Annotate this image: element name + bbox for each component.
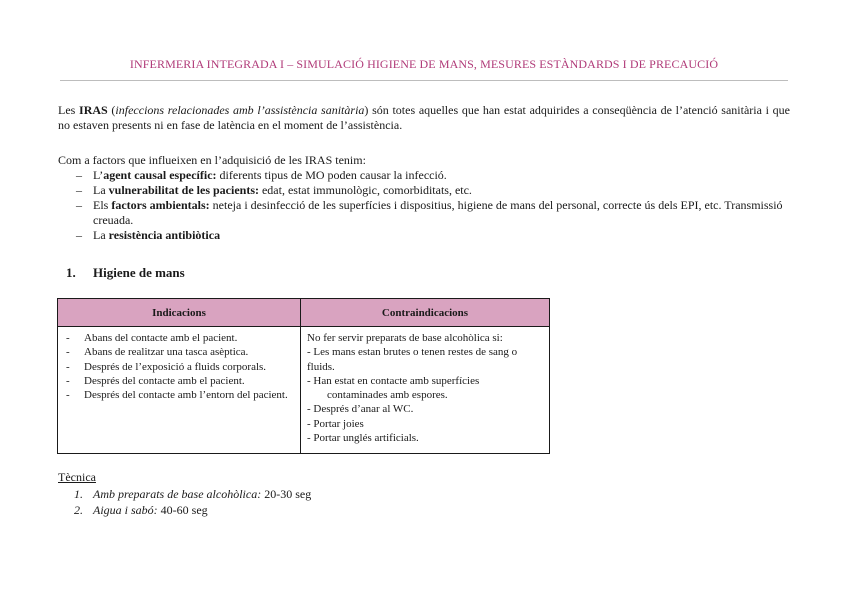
list-item xyxy=(58,502,311,518)
item-term: vulnerabilitat de les pacients: xyxy=(108,183,259,197)
intro-text: ) són totes aquelles que han estat adquirides a conseqüència de l’atenció sanitària i que no estaven presents ni en fase de latència en el moment de l’assistència. xyxy=(58,103,790,132)
contra-item-continuation: contaminades amb espores. xyxy=(327,389,448,402)
contra-item: - Després d’anar al WC. xyxy=(307,403,414,416)
item-prefix: La xyxy=(93,183,109,197)
item-prefix: L’ xyxy=(93,168,104,182)
section-number: 1. xyxy=(66,265,76,280)
list-item xyxy=(58,168,790,183)
column-header-indications: Indicacions xyxy=(58,299,301,327)
list-item: - Després del contacte amb l’entorn del pacient. xyxy=(64,388,294,402)
indications-table xyxy=(57,298,550,454)
tecnica-heading: Tècnica xyxy=(58,470,96,484)
contra-item: - Portar unglés artificials. xyxy=(307,432,419,445)
indications-list xyxy=(64,331,294,402)
item-prefix: Els xyxy=(93,198,112,212)
indications-cell xyxy=(58,327,301,454)
factors-lead: Com a factors que influeixen en l’adquisició de les IRAS tenim: xyxy=(58,153,366,167)
item-prefix: La xyxy=(93,228,109,242)
column-header-contraindications: Contraindicacions xyxy=(301,299,550,327)
intro-text: ( xyxy=(107,103,116,117)
contra-item: - Les mans estan brutes o tenen restes de sang o fluids. xyxy=(307,346,518,373)
intro-text: Les xyxy=(58,103,80,117)
contra-item: - Portar joies xyxy=(307,417,364,430)
list-item xyxy=(58,198,790,228)
item-label: Aigua i sabó: xyxy=(93,503,158,517)
factors-list xyxy=(58,168,790,243)
section-heading xyxy=(66,265,185,281)
contra-lead: No fer servir preparats de base alcohòlica si: xyxy=(307,332,503,344)
item-label: Amb preparats de base alcohòlica: xyxy=(93,487,262,501)
item-value: 40-60 seg xyxy=(157,503,208,517)
item-term: agent causal específic: xyxy=(103,168,217,182)
tecnica-list xyxy=(58,486,311,518)
list-item: - Abans del contacte amb el pacient. xyxy=(64,331,294,345)
iras-term: IRAS xyxy=(79,103,108,117)
item-term: resistència antibiòtica xyxy=(108,228,221,242)
item-number: 1. xyxy=(74,487,83,501)
list-item xyxy=(58,228,790,243)
item-number: 2. xyxy=(74,503,83,517)
item-text: neteja i desinfecció de les superfícies i dispositius, higiene de mans del personal, correcte ús dels EPI, etc. Transmissió creuada. xyxy=(93,198,783,227)
intro-paragraph xyxy=(58,103,790,133)
item-value: 20-30 seg xyxy=(261,487,312,501)
iras-definition: infeccions relacionades amb l’assistència sanitària xyxy=(115,103,365,117)
list-item: - Després de l’exposició a fluids corporals. xyxy=(64,360,294,374)
contraindications-cell xyxy=(301,327,550,454)
section-title: Higiene de mans xyxy=(93,265,185,280)
list-item xyxy=(58,183,790,198)
item-text: diferents tipus de MO poden causar la infecció. xyxy=(216,168,447,182)
page-header: INFERMERIA INTEGRADA I – SIMULACIÓ HIGIENE DE MANS, MESURES ESTÀNDARDS I DE PRECAUCIÓ xyxy=(129,57,719,71)
list-item: - Abans de realitzar una tasca asèptica. xyxy=(64,345,294,359)
contra-item: - Han estat en contacte amb superfícies xyxy=(307,374,480,387)
item-text: edat, estat immunològic, comorbiditats, etc. xyxy=(258,183,472,197)
list-item: - Després del contacte amb el pacient. xyxy=(64,374,294,388)
item-term: factors ambientals: xyxy=(111,198,210,212)
header-divider xyxy=(60,80,788,81)
list-item xyxy=(58,486,311,502)
